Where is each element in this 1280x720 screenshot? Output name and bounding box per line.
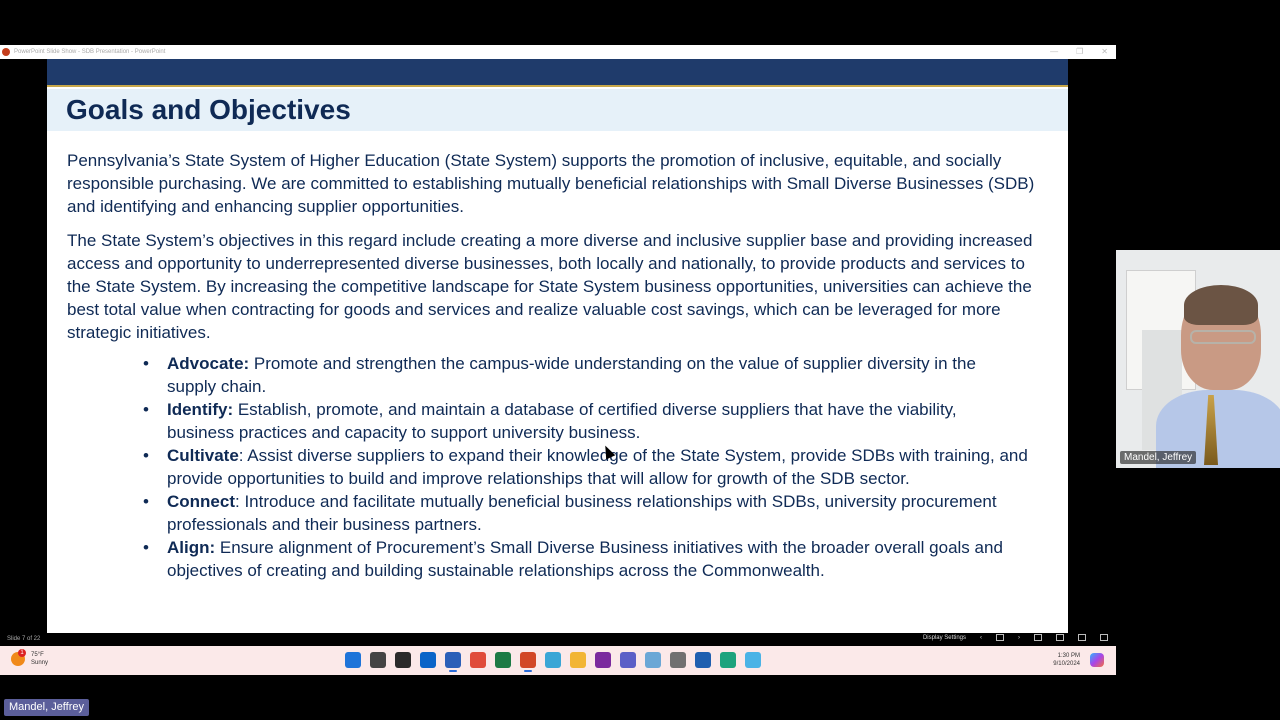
bullet-term: Connect (167, 492, 235, 511)
objectives-paragraph: The State System’s objectives in this regard include creating a more diverse and inclusive supplier base and providing increased access and opportunity to underrepresented diverse businesses, both locally and nationally, to provide products and services to the State System. By increasing the competitive landscape for State System business opportunities, universities can achieve the best total value when contracting for goods and services and realize valuable cost savings, which can be leveraged for more strategic initiatives. (67, 231, 1033, 342)
bullet-text: Promote and strengthen the campus-wide understanding on the value of supplier diversity in the supply chain. (167, 354, 976, 396)
list-item (143, 536, 1028, 582)
close-button[interactable]: ✕ (1101, 47, 1108, 56)
slide-header-bar (47, 59, 1068, 87)
taskbar (0, 646, 1116, 675)
snipping-tool-icon[interactable] (545, 652, 561, 668)
powerpoint-window (0, 45, 1116, 675)
sun-icon (11, 652, 25, 666)
teams-icon[interactable] (620, 652, 636, 668)
list-item (143, 444, 1028, 490)
participant-hair (1184, 285, 1258, 325)
excel-icon[interactable] (495, 652, 511, 668)
intro-paragraph: Pennsylvania’s State System of Higher Education (State System) supports the promotion of inclusive, equitable, and socially responsible purchasing. We are committed to establishing mutually beneficial relationships with Small Diverse Businesses (SDB) and identifying and enhancing supplier opportunities. (67, 151, 1035, 216)
clock-date: 9/10/2024 (1053, 661, 1080, 667)
edge-icon[interactable] (720, 652, 736, 668)
objectives-list (143, 352, 1028, 582)
chrome-icon[interactable] (470, 652, 486, 668)
notification-badge: 1 (18, 649, 26, 657)
slideshow-status-bar (0, 633, 1116, 645)
slide-sorter-icon[interactable] (1056, 634, 1064, 641)
bullet-term: Identify: (167, 400, 234, 419)
bullet-text: : Introduce and facilitate mutually beneficial business relationships with SDBs, university procurement professionals and their business partners. (167, 492, 997, 534)
minimize-button[interactable]: — (1050, 47, 1059, 56)
normal-view-icon[interactable] (1034, 634, 1042, 641)
settings-icon[interactable] (670, 652, 686, 668)
maximize-button[interactable]: ❐ (1076, 47, 1084, 56)
slideshow-controls (923, 634, 1108, 641)
system-clock[interactable] (1053, 652, 1080, 668)
terminal-icon[interactable] (395, 652, 411, 668)
copilot-icon[interactable] (1090, 653, 1104, 667)
weather-widget[interactable] (11, 651, 48, 667)
window-title: PowerPoint Slide Show - SDB Presentation - PowerPoint (14, 49, 166, 55)
bullet-term: Align: (167, 538, 216, 557)
weather-condition: Sunny (31, 660, 49, 666)
bullet-text: Ensure alignment of Procurement’s Small Diverse Business initiatives with the broader overall goals and objectives of creating and building sustainable relationships across the Commonwealth. (167, 538, 1003, 580)
previous-slide-icon[interactable]: ‹ (980, 634, 982, 641)
remote-desktop-icon[interactable] (695, 652, 711, 668)
display-settings-button[interactable]: Display Settings (922, 634, 966, 641)
windows-start-icon[interactable] (345, 652, 361, 668)
bullet-term: Cultivate (167, 446, 239, 465)
list-item (143, 398, 1028, 444)
reading-view-icon[interactable] (1078, 634, 1086, 641)
clock-time: 1:30 PM (1057, 653, 1080, 659)
participant-video-tile[interactable] (1116, 250, 1280, 468)
window-controls (1050, 47, 1108, 56)
slide[interactable] (47, 59, 1068, 639)
file-explorer-icon[interactable] (570, 652, 586, 668)
slide-title: Goals and Objectives (66, 94, 351, 125)
bullet-text: : Assist diverse suppliers to expand their knowledge of the State System, provide SDBs with training, and provide opportunities to build and improve relationships that will allow for growth of the SDB sector. (167, 446, 1028, 488)
participant-name-label: Mandel, Jeffrey (1120, 451, 1196, 464)
taskbar-apps (345, 652, 761, 668)
slide-counter: Slide 7 of 22 (7, 636, 41, 642)
word-icon[interactable] (445, 652, 461, 668)
powerpoint-app-icon (2, 48, 10, 56)
next-slide-icon[interactable]: › (1018, 634, 1020, 641)
onenote-icon[interactable] (595, 652, 611, 668)
weather-temp: 75°F (31, 652, 44, 658)
photos-icon[interactable] (645, 652, 661, 668)
slide-menu-icon[interactable] (996, 634, 1004, 641)
list-item (143, 352, 1028, 398)
bullet-text: Establish, promote, and maintain a database of certified diverse suppliers that have the viability, business practices and capacity to support university business. (167, 400, 957, 442)
slideshow-view-icon[interactable] (1100, 634, 1108, 641)
list-item (143, 490, 1028, 536)
powerpoint-icon[interactable] (520, 652, 536, 668)
search-icon[interactable] (370, 652, 386, 668)
title-bar (0, 45, 1116, 59)
bullet-term: Advocate: (167, 354, 250, 373)
presenter-name-label: Mandel, Jeffrey (4, 699, 89, 716)
participant-glasses (1190, 330, 1256, 344)
paint-icon[interactable] (745, 652, 761, 668)
outlook-icon[interactable] (420, 652, 436, 668)
